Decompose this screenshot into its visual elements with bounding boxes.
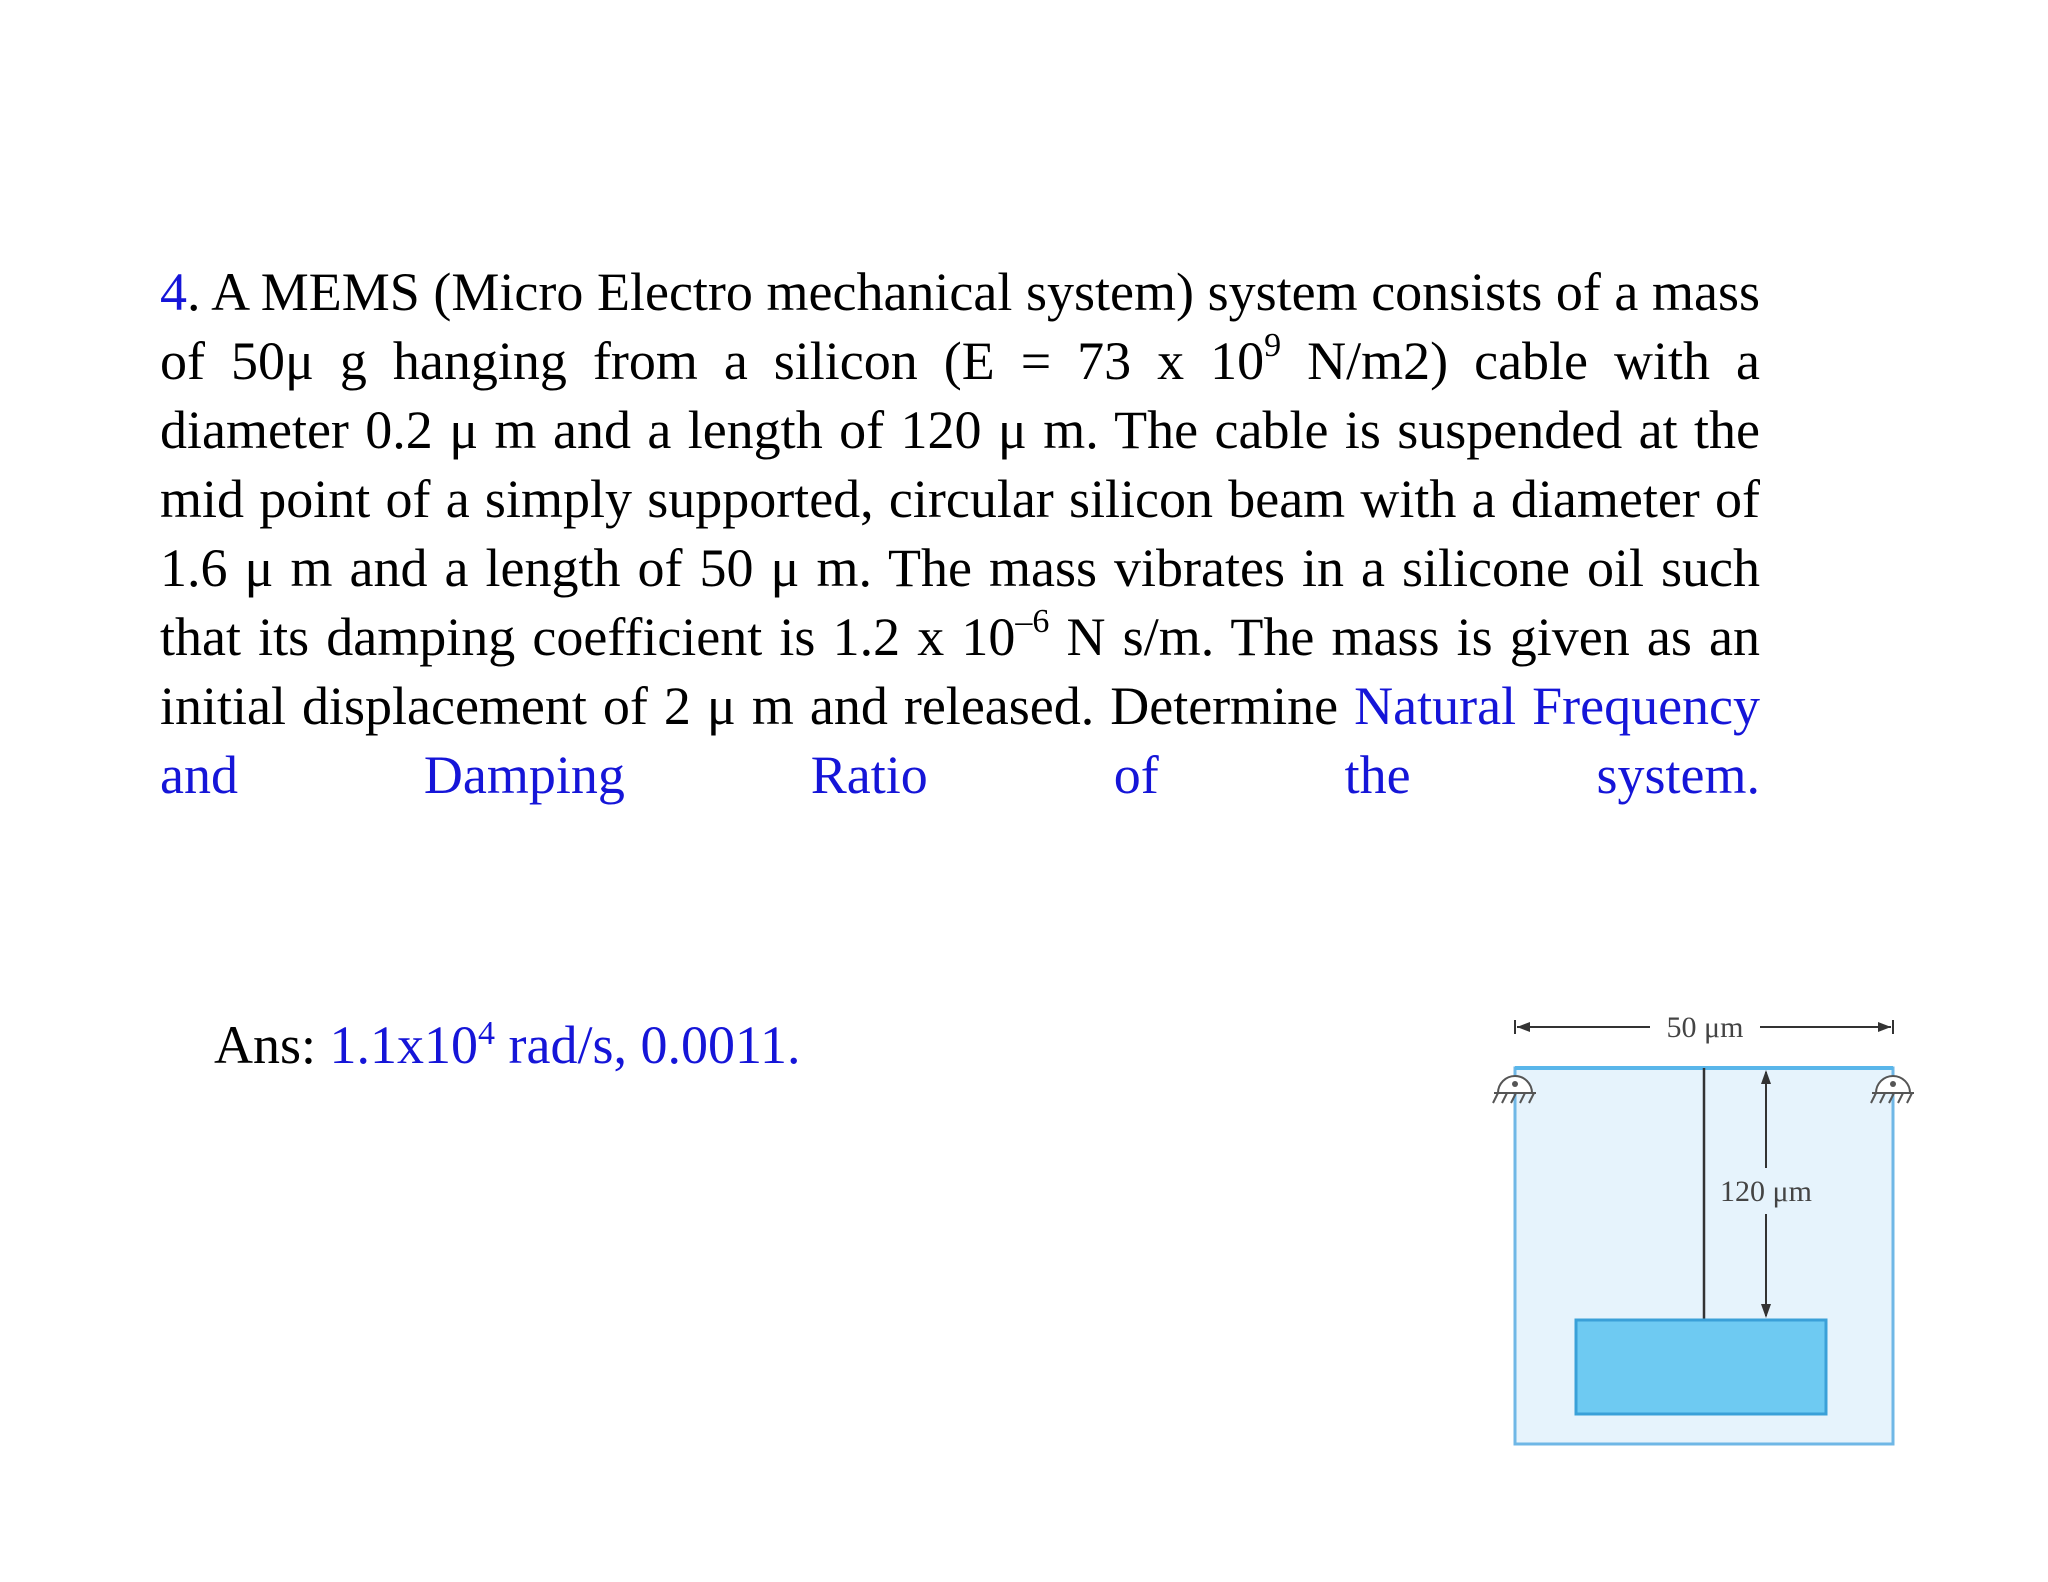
mems-diagram-svg — [1470, 1000, 1930, 1460]
answer — [214, 1010, 800, 1080]
problem-highlight: Natural Frequency and Damping Ratio of the system. — [160, 676, 1761, 805]
answer-value — [330, 1015, 801, 1075]
problem-text-part2: N/m2) cable with a diameter 0.2 μ m and a length of 120 μ m. The cable is suspended at the mid point of a simply supported, circular silicon beam with a diameter of 1.6 μ m and a length of 50 μ m. The mass vibrates in a silicone oil such that its damping coefficient is 1.2 x 10 — [160, 331, 1760, 667]
width-dimension — [1515, 1011, 1893, 1044]
hanging-mass — [1576, 1320, 1826, 1414]
answer-value-rest: rad/s, 0.0011. — [495, 1015, 801, 1075]
youngs-modulus-exponent: 9 — [1264, 327, 1282, 364]
width-label: 50 μm — [1666, 1011, 1744, 1044]
problem-statement — [160, 258, 1760, 810]
problem-text-part1: . A MEMS (Micro Electro mechanical system) system consists of a mass of 50μ g hanging from a silicon (E = 73 x 10 — [160, 262, 1760, 391]
answer-label: Ans: — [214, 1015, 330, 1075]
damping-exponent: –6 — [1015, 603, 1050, 640]
mems-diagram — [1470, 1000, 1930, 1460]
problem-number: 4 — [160, 262, 187, 322]
answer-value-base: 1.1x10 — [329, 1015, 479, 1075]
problem-text-part3: N s/m. The mass is given as an initial displacement of 2 μ m and released. Determine — [160, 607, 1760, 736]
length-label: 120 μm — [1720, 1175, 1812, 1208]
answer-value-exponent: 4 — [478, 1015, 496, 1052]
